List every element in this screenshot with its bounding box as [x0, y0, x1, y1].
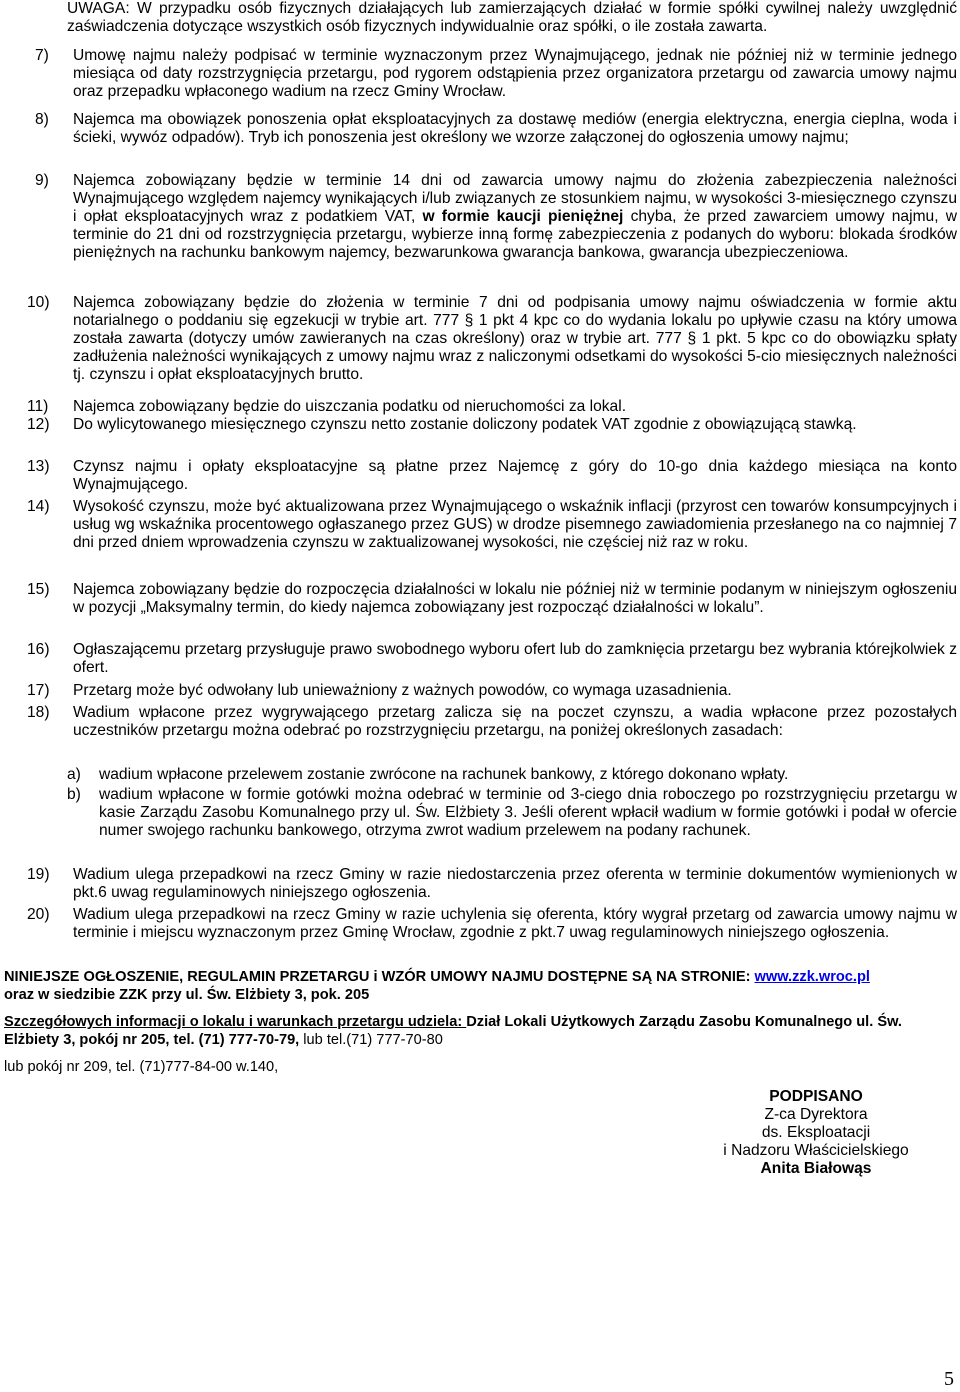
item-number: 7) — [35, 47, 49, 64]
item-text: Najemca zobowiązany będzie do złożenia w terminie 7 dni od podpisania umowy najmu oświadczenia w formie aktu notarialnego o poddaniu się egzekucji w trybie art. 777 § 1 pkt 4 kpc co do wydania lokalu po upływie czasu na który umowa została zawarta (dotyczy umów zawieranych na czas określony) oraz w trybie art. 777 § 1 pkt. 5 kpc co do obowiązku spłaty zadłużenia należności wynikających z umowy najmu wraz z naliczonymi odsetkami do wysokości 5-cio miesięcznych należności tj. czynszu i opłat eksploatacyjnych brutto. — [73, 294, 957, 383]
item-number: 10) — [27, 294, 50, 311]
website-link[interactable]: www.zzk.wroc.pl — [754, 969, 870, 985]
item-number: 13) — [27, 458, 50, 475]
subitem-letter: a) — [67, 766, 81, 783]
signature-role: Z-ca Dyrektora — [764, 1106, 868, 1123]
notice-text: NINIEJSZE OGŁOSZENIE, REGULAMIN PRZETARGU i WZÓR UMOWY NAJMU DOSTĘPNE SĄ NA STRONIE: — [4, 969, 755, 985]
signature-role: ds. Eksploatacji — [761, 1124, 871, 1141]
subitem-letter: b) — [67, 786, 81, 803]
contact-department: Dział Lokali Użytkowych Zarządu Zasobu Komunalnego ul. Św. Elżbiety 3, pokój nr 205, tel. (71) 777-70-79, — [4, 1014, 902, 1048]
signature-title: PODPISANO — [769, 1088, 863, 1105]
item-text-part: Najemca zobowiązany będzie w terminie 14 dni od zawarcia umowy najmu do złożenia zabezpieczenia należności Wynajmującego względem najemcy wynikających i/lub związanych ze stosunkiem najmu, w wysokości 3-miesięcznego czynszu i opłat eksploatacyjnych wraz z podatkiem VAT, — [73, 172, 957, 225]
page-number: 5 — [944, 1368, 954, 1390]
item-number: 20) — [27, 906, 50, 923]
item-number: 16) — [27, 641, 50, 658]
item-text: Najemca ma obowiązek ponoszenia opłat eksploatacyjnych za dostawę mediów (energia elektryczna, energia cieplna, woda i ścieki, wywóz odpadów). Tryb ich ponoszenia jest określony we wzorze załączonej do ogłoszenia umowy najmu; — [73, 111, 957, 146]
item-number: 11) — [27, 398, 49, 415]
signature-block — [700, 1088, 932, 1178]
signature-role: i Nadzoru Właścicielskiego — [723, 1142, 909, 1159]
item-text: Wadium ulega przepadkowi na rzecz Gminy w razie niedostarczenia przez oferenta w terminie dokumentów wymienionych w pkt.6 uwag regulaminowych niniejszego ogłoszenia. — [73, 866, 957, 901]
item-text: Do wylicytowanego miesięcznego czynszu netto zostanie doliczony podatek VAT zgodnie z obowiązującą stawką. — [73, 416, 857, 433]
subitem-text: wadium wpłacone w formie gotówki można odebrać w terminie od 3-ciego dnia roboczego po rozstrzygnięciu przetargu w kasie Zarządu Zasobu Komunalnego przy ul. Św. Elżbiety 3. Jeśli oferent wpłacił wadium w formie gotówki i podał w ofercie numer swojego rachunku bankowego, otrzyma zwrot wadium przelewem na podany rachunek. — [99, 786, 957, 839]
item-text: Najemca zobowiązany będzie do rozpoczęcia działalności w lokalu nie później niż w terminie podanym w niniejszym ogłoszeniu w pozycji „Maksymalny termin, do kiedy najemca zobowiązany jest rozpocząć działalności w lokalu”. — [73, 581, 957, 616]
item-number: 17) — [27, 682, 50, 699]
contact-label: Szczegółowych informacji o lokalu i warunkach przetargu udziela: — [4, 1014, 467, 1030]
item-text: Wysokość czynszu, może być aktualizowana przez Wynajmującego o wskaźnik inflacji (przyrost cen towarów konsumpcyjnych i usług wg wskaźnika procentowego ogłaszanego przez GUS) w drodze pisemnego zawiadomienia przesłanego na co najmniej 7 dni przed dniem wprowadzenia czynszu w zaktualizowanej wysokości, nie częściej niż raz w roku. — [73, 498, 957, 551]
notice-address: oraz w siedzibie ZZK przy ul. Św. Elżbiety 3, pok. 205 — [4, 987, 370, 1003]
item-text: Czynsz najmu i opłaty eksploatacyjne są płatne przez Najemcę z góry do 10-go dnia każdego miesiąca na konto Wynajmującego. — [73, 458, 957, 493]
availability-notice — [4, 968, 956, 1004]
item-number: 12) — [27, 416, 50, 433]
item-text-part: chyba, że przed zawarciem umowy najmu, w terminie do 21 dni od rozstrzygnięcia przetargu, wybierze inną formę zabezpieczenia z podanych do wyboru: blokada środków pieniężnych na rachunku bankowym najemcy, bezwarunkowa gwarancja bankowa, gwarancja ubezpieczeniowa. — [73, 208, 957, 261]
warning-note: UWAGA: W przypadku osób fizycznych działających lub zamierzających działać w formie spółki cywilnej należy uwzględnić zaświadczenia dotyczące wszystkich osób fizycznych indywidualnie oraz spółki, o ile została zawarta. — [67, 0, 957, 35]
item-number: 19) — [27, 866, 50, 883]
signature-name: Anita Białowąs — [760, 1160, 872, 1177]
item-text: Ogłaszającemu przetarg przysługuje prawo swobodnego wyboru ofert lub do zamknięcia przetargu bez wybrania którejkolwiek z ofert. — [73, 641, 957, 676]
item-text: Najemca zobowiązany będzie do uiszczania podatku od nieruchomości za lokal. — [73, 398, 627, 415]
item-text: Umowę najmu należy podpisać w terminie wyznaczonym przez Wynajmującego, jednak nie później niż w terminie jednego miesiąca od daty rozstrzygnięcia przetargu, pod rygorem odstąpienia przez organizatora przetargu od zawarcia umowy najmu oraz przepadku wpłaconego wadium na rzecz Gminy Wrocław. — [73, 47, 957, 100]
contact-phone: lub tel.(71) 777-70-80 — [299, 1032, 443, 1048]
item-text: Wadium wpłacone przez wygrywającego przetarg zalicza się na poczet czynszu, a wadia wpłacone przez pozostałych uczestników przetargu można odebrać po rozstrzygnięciu przetargu, na poniżej określonych zasadach: — [73, 704, 957, 739]
item-text: Wadium ulega przepadkowi na rzecz Gminy w razie uchylenia się oferenta, który wygrał przetarg od zawarcia umowy najmu w terminie i miejscu wyznaczonym przez Gminę Wrocław, zgodnie z pkt.7 uwag regulaminowych niniejszego ogłoszenia. — [73, 906, 957, 941]
contact-info — [4, 1013, 956, 1049]
subitem-text: wadium wpłacone przelewem zostanie zwrócone na rachunek bankowy, z którego dokonano wpłaty. — [99, 766, 789, 783]
item-text-bold: w formie kaucji pieniężnej — [422, 208, 624, 225]
item-number: 18) — [27, 704, 50, 721]
item-number: 15) — [27, 581, 50, 598]
item-number: 9) — [35, 172, 49, 189]
item-text: Przetarg może być odwołany lub unieważniony z ważnych powodów, co wymaga uzasadnienia. — [73, 682, 732, 699]
item-number: 14) — [27, 498, 50, 515]
item-number: 8) — [35, 111, 49, 128]
item-text — [73, 172, 957, 262]
contact-extra: lub pokój nr 209, tel. (71)777-84-00 w.140, — [4, 1059, 279, 1075]
